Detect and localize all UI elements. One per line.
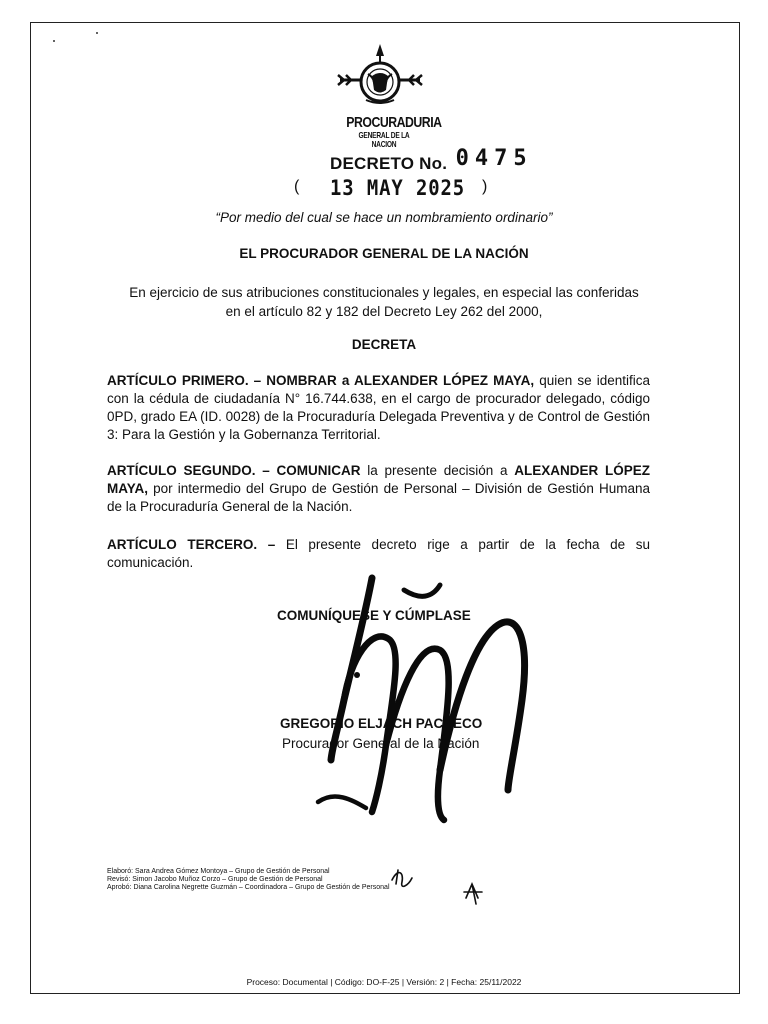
paren-close: ): [482, 178, 488, 195]
signer-title: Procurador General de la Nación: [282, 736, 480, 751]
institution-logo-text: [338, 114, 442, 149]
paren-open: (: [294, 178, 300, 195]
signer-name: GREGORIO ELJACH PACHECO: [280, 716, 483, 731]
preamble-paragraph: En ejercicio de sus atribuciones constitucionales y legales, en especial las conferidas en el artículo 82 y 182 del Decreto Ley 262 del 2000,: [129, 285, 639, 319]
article-second-body-b: por intermedio del Grupo de Gestión de Personal – División de Gestión Humana de la Procuraduría General de la Nación.: [107, 481, 650, 514]
decree-date-row: [294, 176, 494, 202]
article-second-title: ARTÍCULO SEGUNDO. – COMUNICAR: [107, 463, 361, 478]
article-first: [107, 372, 650, 444]
footer-process-info: Proceso: Documental | Código: DO-F-25 | Versión: 2 | Fecha: 25/11/2022: [246, 977, 522, 987]
issuer-heading: EL PROCURADOR GENERAL DE LA NACIÓN: [239, 246, 529, 261]
closing-formula: COMUNÍQUESE Y CÚMPLASE: [277, 608, 471, 623]
credit-aprobo: Aprobó: Diana Carolina Negrette Guzmán – Coordinadora – Grupo de Gestión de Personal: [107, 884, 390, 891]
logo-line-2: GENERAL DE LA NACION: [358, 130, 410, 149]
article-second: [107, 462, 650, 516]
decree-number-row: [330, 146, 533, 175]
article-first-body: quien se identifica con la cédula de ciudadanía N° 16.744.638, en el cargo de procurador delegado, código 0PD, grado EA (ID. 0028) de la Procuraduría Delegada Preventiva y de Control de Gestión 3: Para la Gestión y la Gobernanza Territorial.: [107, 373, 650, 442]
document-credits: [107, 868, 390, 892]
decree-date-stamp: 13 MAY 2025: [330, 176, 466, 200]
credit-reviso: Revisó: Simon Jacobo Muñoz Corzo – Grupo de Gestión de Personal: [107, 876, 323, 883]
article-third: [107, 536, 650, 572]
article-second-body-a: la presente decisión a: [360, 463, 515, 478]
logo-line-1: PROCURADURIA: [346, 114, 442, 131]
scan-speck: [96, 32, 98, 34]
scan-speck: [53, 40, 55, 42]
credit-elaboro: Elaboró: Sara Andrea Gómez Montoya – Grupo de Gestión de Personal: [107, 868, 330, 875]
decree-number-stamp: 0475: [455, 146, 533, 171]
article-first-title: ARTÍCULO PRIMERO. – NOMBRAR a ALEXANDER LÓPEZ MAYA,: [107, 373, 535, 388]
decree-subtitle: “Por medio del cual se hace un nombramiento ordinario”: [215, 210, 553, 225]
article-third-title: ARTÍCULO TERCERO. –: [107, 537, 276, 552]
article-second-name: ALEXANDER LÓPEZ MAYA,: [107, 463, 650, 496]
decreta-heading: DECRETA: [351, 337, 417, 352]
decree-label: DECRETO No.: [330, 154, 448, 173]
article-third-body: El presente decreto rige a partir de la fecha de su comunicación.: [107, 537, 650, 570]
coat-of-arms-icon: [330, 42, 430, 122]
